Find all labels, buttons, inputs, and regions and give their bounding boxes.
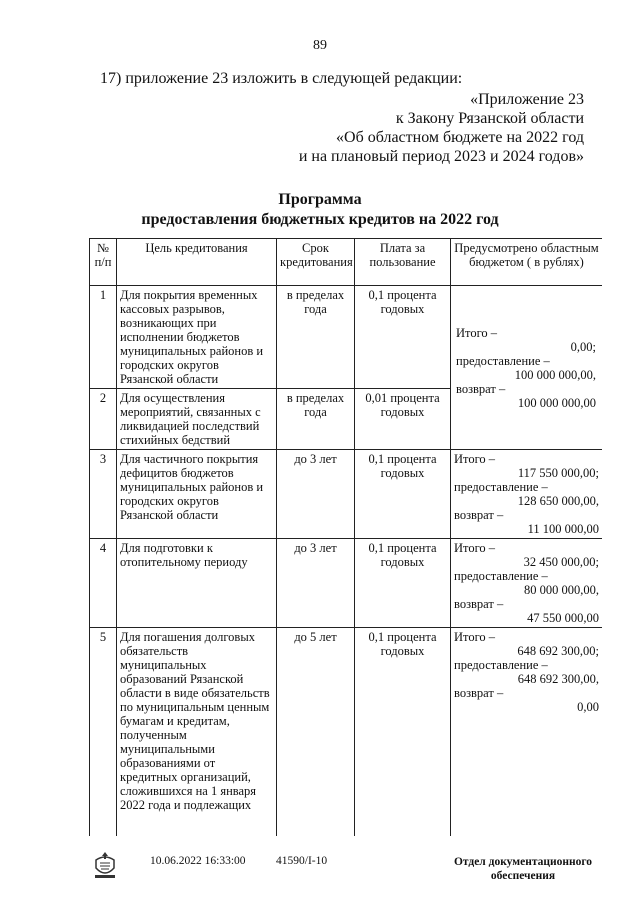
row-term: до 5 лет: [277, 628, 355, 837]
row-fee: 0,1 процента годовых: [355, 286, 451, 389]
budget-total-label: Итого –: [456, 325, 498, 340]
table-row: [90, 628, 603, 837]
row-purpose: Для частичного покрытия дефицитов бюджетов муниципальных районов и городских округов Рязанской области: [117, 450, 277, 539]
row-num: 4: [90, 539, 117, 628]
budget-provision-value: 648 692 300,00,: [517, 672, 599, 686]
title-line: Программа: [278, 191, 362, 208]
budget-return-value: 100 000 000,00: [517, 395, 596, 410]
appendix-line: «Приложение 23: [470, 91, 584, 108]
footer-department: Отдел документационного обеспечения: [453, 856, 593, 882]
row-fee: 0,01 процента годовых: [355, 389, 451, 450]
budget-return-value: 47 550 000,00: [527, 611, 599, 625]
row-purpose: Для погашения долговых обязательств муниципальных образований Рязанской области в виде обязательств по муниципальным ценным бумагам и кредитам, полученным муниципальными образованиями от кредитных организаций, сложившихся на 1 января 2022 года и подлежащих: [117, 628, 277, 837]
budget-provision-label: предоставление –: [454, 480, 548, 494]
budget-total-value: 117 550 000,00;: [517, 466, 599, 480]
row-term: до 3 лет: [277, 450, 355, 539]
budget-return-value: 0,00: [577, 700, 599, 714]
budget-return-value: 11 100 000,00: [527, 522, 599, 536]
header-budget: Предусмотрено областным бюджетом ( в рублях): [451, 239, 603, 286]
title-line: предоставления бюджетных кредитов на 2022 год: [141, 211, 499, 228]
budget-return-label: возврат –: [454, 597, 504, 611]
budget-total-label: Итого –: [454, 630, 496, 644]
appendix-header: [299, 90, 584, 166]
appendix-line: и на плановый период 2023 и 2024 годов»: [298, 148, 584, 165]
budget-total-label: Итого –: [454, 452, 496, 466]
budget-total-value: 0,00;: [570, 339, 596, 354]
page-number: 89: [313, 38, 327, 53]
budget-return-label: возврат –: [456, 381, 506, 396]
row-num: 2: [90, 389, 117, 450]
budget-total-value: 648 692 300,00;: [517, 644, 599, 658]
row-budget: [451, 450, 603, 539]
row-term: в пределах года: [277, 389, 355, 450]
budget-provision-value: 100 000 000,00,: [514, 367, 596, 382]
row-fee: 0,1 процента годовых: [355, 628, 451, 837]
row-term: в пределах года: [277, 286, 355, 389]
budget-total-label: Итого –: [454, 541, 496, 555]
budget-provision-label: предоставление –: [454, 569, 548, 583]
row-purpose: Для осуществления мероприятий, связанных с ликвидацией последствий стихийных бедствий: [117, 389, 277, 450]
row-num: 5: [90, 628, 117, 837]
appendix-line: к Закону Рязанской области: [395, 110, 584, 127]
budget-provision-label: предоставление –: [456, 353, 550, 368]
table-row: [90, 539, 603, 628]
emblem-icon: [92, 850, 118, 880]
header-fee: Плата за пользование: [355, 239, 451, 286]
budget-provision-label: предоставление –: [454, 658, 548, 672]
row-purpose: Для подготовки к отопительному периоду: [117, 539, 277, 628]
row-fee: 0,1 процента годовых: [355, 539, 451, 628]
footer-doc-code: 41590/I-10: [276, 855, 328, 867]
budget-total-value: 32 450 000,00;: [523, 555, 599, 569]
budget-provision-value: 80 000 000,00,: [524, 583, 599, 597]
header-purpose: Цель кредитования: [117, 239, 277, 286]
table-row: [90, 450, 603, 539]
row-term: до 3 лет: [277, 539, 355, 628]
document-title: [0, 190, 640, 230]
intro-text: 17) приложение 23 изложить в следующей редакции:: [100, 70, 463, 87]
budget-return-label: возврат –: [454, 508, 504, 522]
credit-program-table: [89, 238, 602, 836]
appendix-line: «Об областном бюджете на 2022 год: [336, 129, 584, 146]
row-num: 3: [90, 450, 117, 539]
row-budget: [451, 539, 603, 628]
budget-provision-value: 128 650 000,00,: [517, 494, 599, 508]
budget-return-label: возврат –: [454, 686, 504, 700]
table-row: [90, 286, 603, 389]
header-num: № п/п: [90, 239, 117, 286]
header-term: Срок кредитования: [277, 239, 355, 286]
row-purpose: Для покрытия временных кассовых разрывов, возникающих при исполнении бюджетов муниципальных районов и городских округов Рязанской области: [117, 286, 277, 389]
footer-datetime: 10.06.2022 16:33:00: [150, 855, 246, 867]
row-budget: [451, 628, 603, 837]
row-budget-merged: [451, 286, 603, 450]
row-num: 1: [90, 286, 117, 389]
table-header-row: [90, 239, 603, 286]
row-fee: 0,1 процента годовых: [355, 450, 451, 539]
